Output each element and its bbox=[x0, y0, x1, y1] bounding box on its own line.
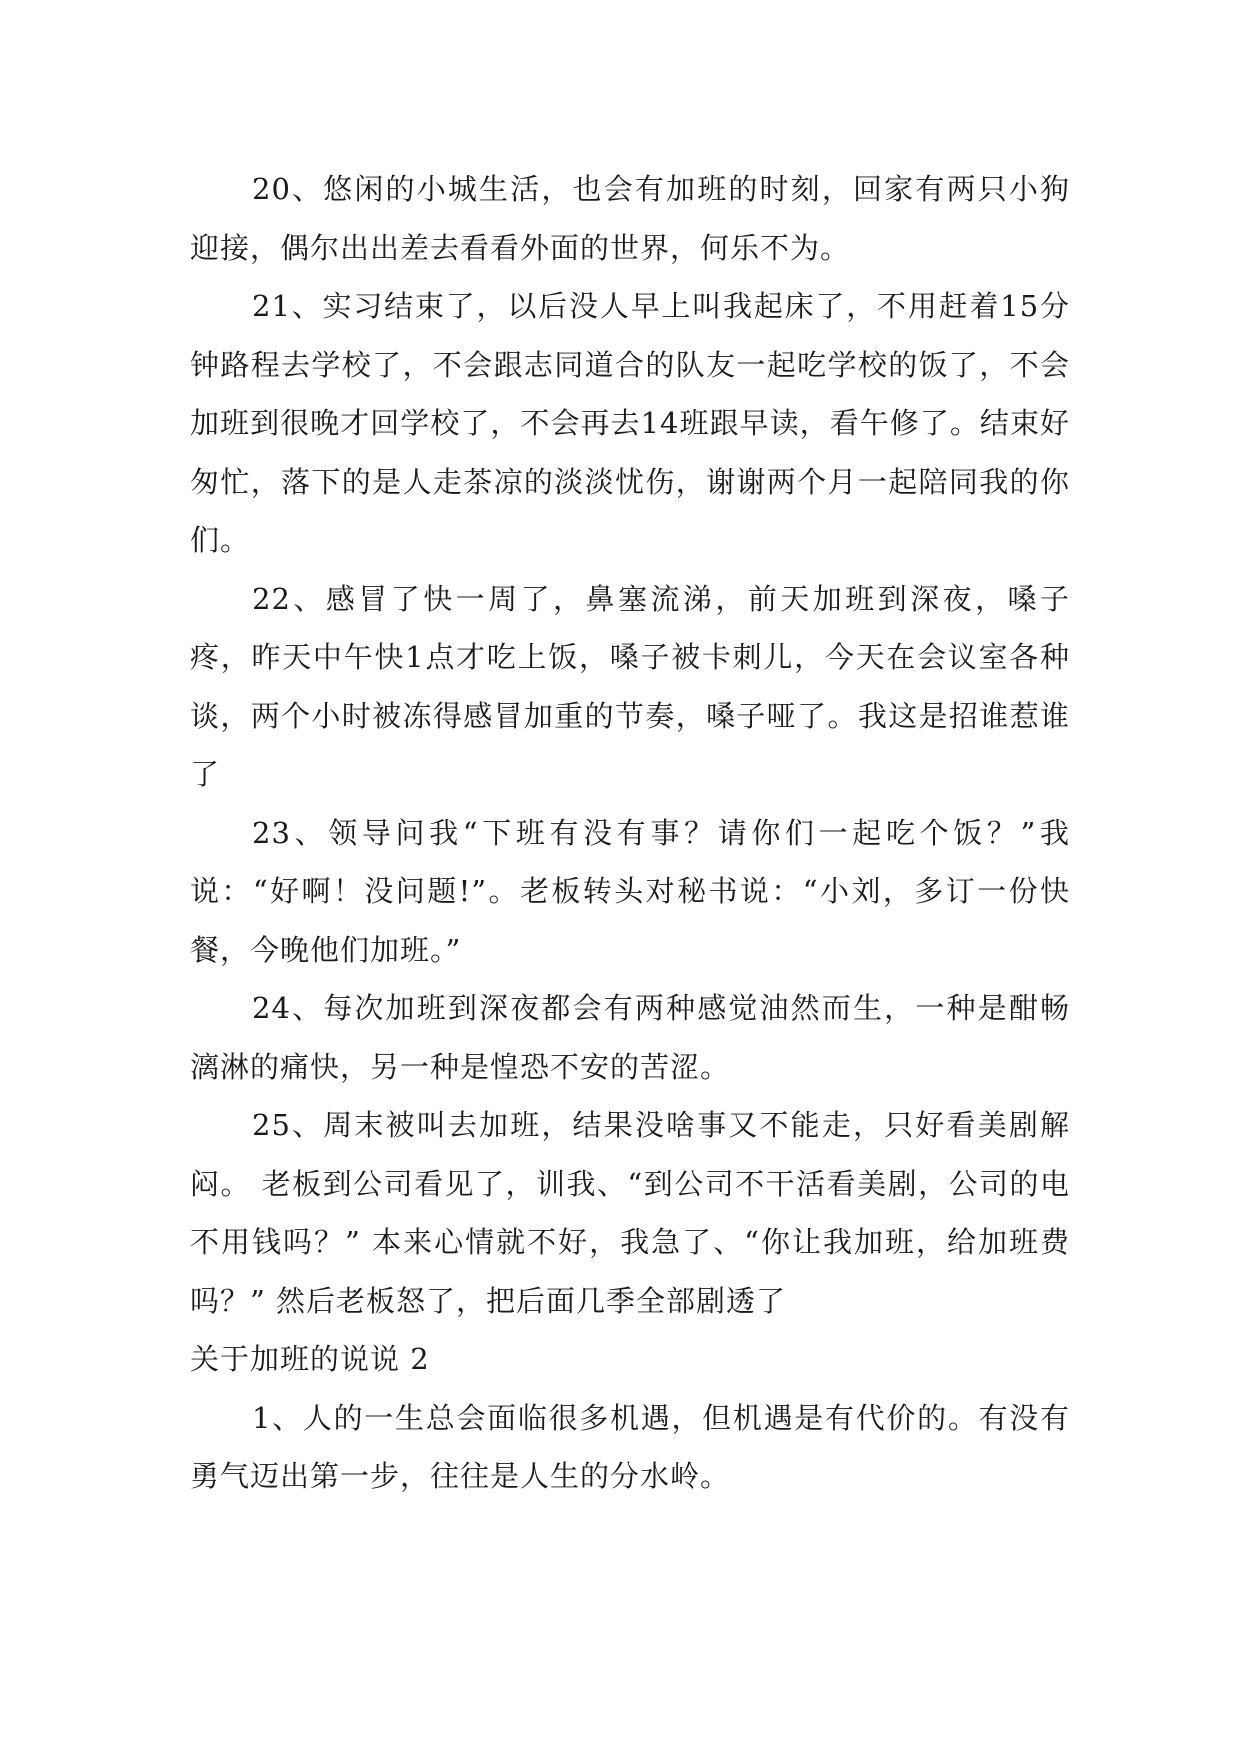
paragraph-20: 20、悠闲的小城生活，也会有加班的时刻，回家有两只小狗迎接，偶尔出出差去看看外面的世界，何乐不为。 bbox=[190, 172, 1070, 265]
paragraph-1: 1、人的一生总会面临很多机遇，但机遇是有代价的。有没有勇气迈出第一步，往往是人生的分水岭。 bbox=[190, 1400, 1070, 1493]
paragraph-21: 21、实习结束了，以后没人早上叫我起床了，不用赶着15分钟路程去学校了，不会跟志同道合的队友一起吃学校的饭了，不会加班到很晚才回学校了，不会再去14班跟早读，看午修了。结束好匆忙，落下的是人走茶凉的淡淡忧伤，谢谢两个月一起陪同我的你们。 bbox=[190, 289, 1070, 557]
paragraph-22: 22、感冒了快一周了，鼻塞流涕，前天加班到深夜，嗓子疼，昨天中午快1点才吃上饭，嗓子被卡刺儿，今天在会议室各种谈，两个小时被冻得感冒加重的节奏，嗓子哑了。我这是招谁惹谁了 bbox=[190, 581, 1070, 791]
paragraph-24: 24、每次加班到深夜都会有两种感觉油然而生，一种是酣畅漓淋的痛快，另一种是惶恐不安的苦涩。 bbox=[190, 991, 1070, 1084]
paragraph-25: 25、周末被叫去加班，结果没啥事又不能走，只好看美剧解闷。 老板到公司看见了，训我、“到公司不干活看美剧，公司的电不用钱吗？” 本来心情就不好，我急了、“你让我加班，给加班费吗？” 然后老板怒了，把后面几季全部剧透了 bbox=[190, 1108, 1070, 1318]
paragraph-23: 23、领导问我“下班有没有事？请你们一起吃个饭？”我说：“好啊！没问题!”。老板转头对秘书说：“小刘，多订一份快餐，今晚他们加班。” bbox=[190, 815, 1070, 967]
document-body bbox=[190, 160, 1070, 1506]
section-heading: 关于加班的说说 2 bbox=[190, 1342, 430, 1376]
